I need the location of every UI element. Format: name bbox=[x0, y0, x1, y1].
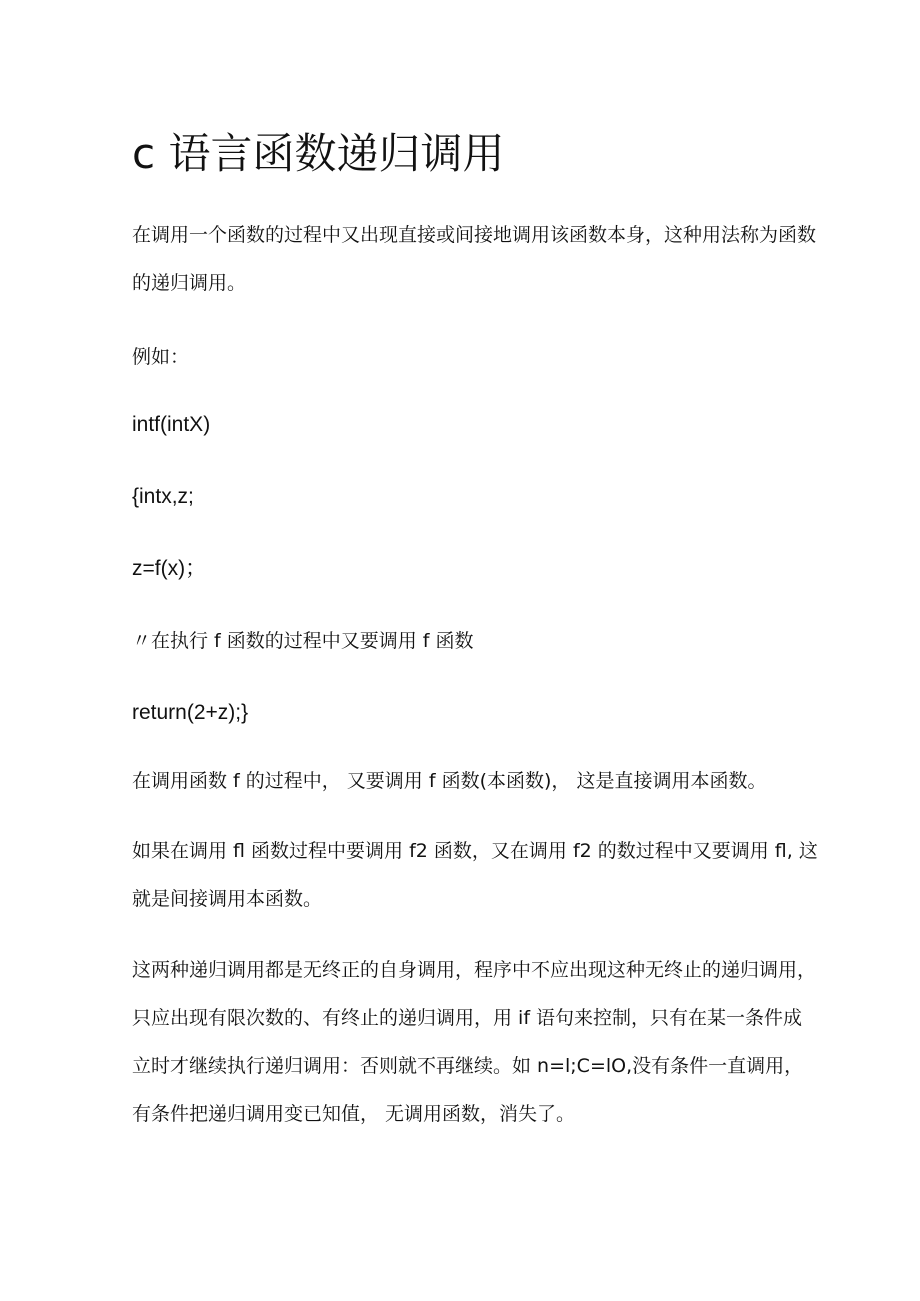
code-comment: 〃在执行 f 函数的过程中又要调用 f 函数 bbox=[132, 630, 474, 652]
code-line-3: z=f(x)； bbox=[132, 557, 207, 580]
paragraph-1-line-1: 在调用一个函数的过程中又出现直接或间接地调用该函数本身，这种用法称为函数 bbox=[132, 224, 817, 246]
paragraph-1-line-2: 的递归调用。 bbox=[132, 272, 247, 294]
paragraph-4-line-1: 这两种递归调用都是无终正的自身调用，程序中不应出现这种无终止的递归调用， bbox=[132, 959, 817, 981]
paragraph-4-line-4: 有条件把递归调用变已知值， 无调用函数，消失了。 bbox=[132, 1103, 576, 1125]
example-label: 例如： bbox=[132, 346, 190, 368]
paragraph-4-line-3: 立时才继续执行递归调用：否则就不再继续。如 n=l;C=lO,没有条件一直调用， bbox=[132, 1055, 804, 1077]
paragraph-4-line-2: 只应出现有限次数的、有终止的递归调用，用 if 语句来控制，只有在某一条件成 bbox=[132, 1007, 803, 1029]
paragraph-3-line-2: 就是间接调用本函数。 bbox=[132, 888, 323, 910]
code-line-4: return(2+z);} bbox=[132, 701, 249, 724]
paragraph-2: 在调用函数 f 的过程中， 又要调用 f 函数(本函数)， 这是直接调用本函数。 bbox=[132, 770, 767, 792]
code-line-2: {intx,z; bbox=[132, 485, 194, 508]
paragraph-3-line-1: 如果在调用 fl 函数过程中要调用 f2 函数，又在调用 f2 的数过程中又要调用 fl, 这 bbox=[132, 840, 818, 862]
code-line-1: intf(intX) bbox=[132, 413, 211, 436]
page-title: c 语言函数递归调用 bbox=[132, 129, 505, 178]
